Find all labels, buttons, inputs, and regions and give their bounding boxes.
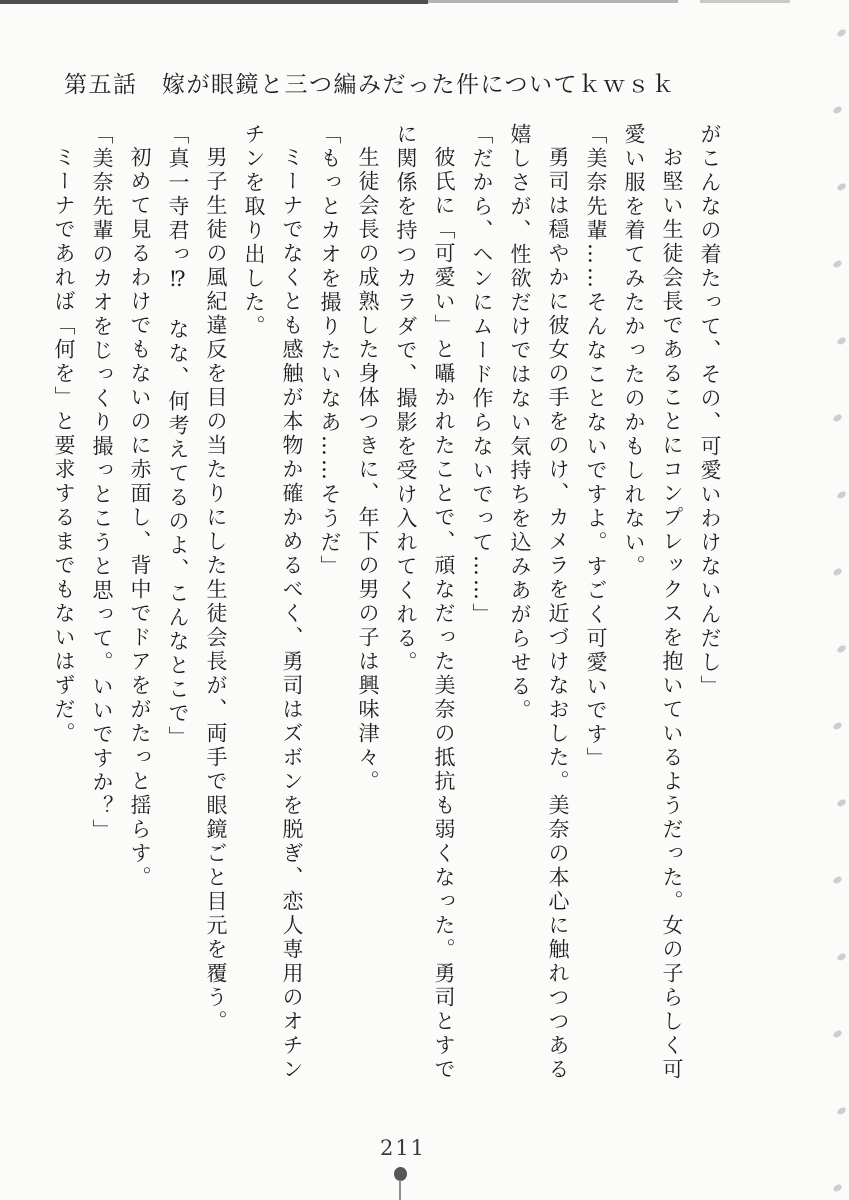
text-line: ミーナでなくとも感触が本物か確かめるべく、勇司はズボンを脱ぎ、恋人専用のオチン [280, 146, 304, 1082]
edge-binding-mark [832, 1183, 843, 1192]
text-line: 嬉しさが、性欲だけではない気持ちを込みあがらせる。 [508, 123, 532, 723]
text-line: 「美奈先輩のカオをじっくり撮っとこうと思って。いいですか？」 [90, 123, 114, 843]
page-number: 211 [379, 1136, 427, 1160]
text-line: 生徒会長の成熟した身体つきに、年下の男の子は興味津々。 [356, 146, 380, 794]
edge-binding-mark [836, 798, 847, 807]
top-scan-artifact [700, 0, 790, 3]
body-text-block [45, 123, 729, 1091]
text-line: に関係を持つカラダで、撮影を受け入れてくれる。 [394, 123, 418, 675]
edge-binding-mark [836, 1106, 847, 1115]
text-line: チンを取り出した。 [242, 123, 266, 339]
edge-binding-mark [832, 1029, 843, 1038]
chapter-heading: 第五話 嫁が眼鏡と三つ編みだった件についてｋｗｓｋ [64, 72, 677, 98]
text-line: ミーナであれば「何を」と要求するまでもないはずだ。 [52, 146, 76, 746]
edge-binding-mark [832, 721, 843, 730]
edge-binding-mark [836, 28, 847, 37]
edge-binding-mark [832, 259, 843, 268]
edge-binding-mark [836, 952, 847, 961]
text-line: 愛い服を着てみたかったのかもしれない。 [622, 123, 646, 579]
text-line: 勇司は穏やかに彼女の手をのけ、カメラを近づけなおした。美奈の本心に触れつつある [546, 146, 570, 1082]
text-line: 「もっとカオを撮りたいなあ……そうだ」 [318, 123, 342, 579]
edge-binding-mark [832, 413, 843, 422]
text-line: 彼氏に「可愛い」と囁かれたことで、頑なだった美奈の抵抗も弱くなった。勇司とすで [432, 146, 456, 1082]
edge-binding-mark [836, 490, 847, 499]
text-line: 「真一寺君っ⁉ なな、何考えてるのよ、こんなとこで」 [166, 123, 190, 750]
edge-binding-mark [832, 567, 843, 576]
text-line: がこんなの着たって、その、可愛いわけないんだし」 [698, 123, 722, 699]
edge-binding-mark [836, 644, 847, 653]
text-line: お堅い生徒会長であることにコンプレックスを抱いているようだった。女の子らしく可 [660, 146, 684, 1082]
text-line: 「だから、ヘンにムード作らないでって……」 [470, 123, 494, 627]
top-scan-artifact [428, 0, 678, 3]
edge-binding-mark [832, 105, 843, 114]
edge-binding-mark [836, 336, 847, 345]
text-line: 初めて見るわけでもないのに赤面し、背中でドアをがたっと揺らす。 [128, 146, 152, 890]
edge-binding-mark [836, 182, 847, 191]
text-line: 「美奈先輩……そんなことないですよ。すごく可愛いです」 [584, 123, 608, 771]
text-line: 男子生徒の風紀違反を目の当たりにした生徒会長が、両手で眼鏡ごと目元を覆う。 [204, 146, 228, 1034]
binding-dot [394, 1167, 407, 1181]
top-scan-artifact [0, 0, 428, 4]
binding-stem-line [399, 1180, 401, 1200]
edge-binding-mark [832, 875, 843, 884]
